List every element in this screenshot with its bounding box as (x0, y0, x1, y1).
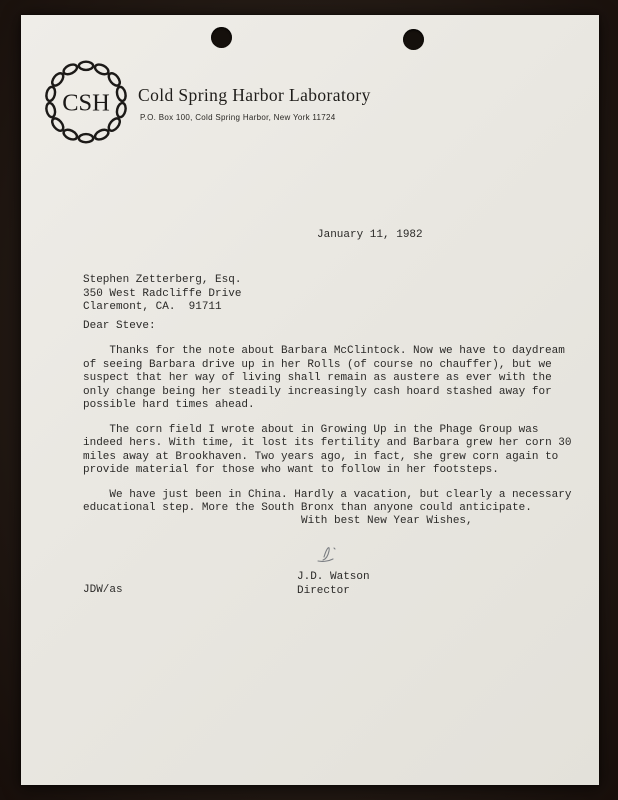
letterhead-address: P.O. Box 100, Cold Spring Harbor, New York 11724 (140, 113, 336, 122)
punch-hole-right (403, 29, 424, 50)
recipient-name: Stephen Zetterberg, Esq. (83, 274, 242, 286)
signer-title: Director (297, 584, 350, 597)
signer-name: J.D. Watson (297, 571, 370, 583)
letter-body (83, 345, 575, 527)
signature-block (297, 571, 370, 598)
recipient-street: 350 West Radcliffe Drive (83, 287, 242, 300)
csh-logo-text: CSH (62, 89, 110, 117)
paragraph-1: Thanks for the note about Barbara McClintock. Now we have to daydream of seeing Barbara drive up in her Rolls (of course no chauffer), but we suspect that her way of living shall remain as austere as ever with the only change being her steadily increasingly cash hoard stashed away for possible hard times ahead. (83, 345, 565, 411)
paragraph-2: The corn field I wrote about in Growing Up in the Phage Group was indeed hers. With time, it lost its fertility and Barbara grew her corn 30 miles away at Brookhaven. Two years ago, in fact, she grew corn again to provide material for those who want to follow in her footsteps. (83, 423, 572, 476)
punch-hole-left (211, 27, 232, 48)
typist-initials: JDW/as (83, 584, 123, 596)
salutation: Dear Steve: (83, 320, 156, 332)
handwritten-signature (314, 539, 360, 565)
closing-line: With best New Year Wishes, (301, 515, 473, 527)
recipient-city: Claremont, CA. 91711 (83, 301, 222, 313)
recipient-address-block (83, 274, 241, 315)
paragraph-3: We have just been in China. Hardly a vacation, but clearly a necessary educational step. More the South Bronx than anyone could anticipate. (83, 488, 572, 514)
csh-logo-icon (39, 55, 133, 149)
letterhead-org-name: Cold Spring Harbor Laboratory (138, 85, 371, 105)
letter-page (21, 15, 599, 785)
letter-date: January 11, 1982 (317, 229, 423, 241)
